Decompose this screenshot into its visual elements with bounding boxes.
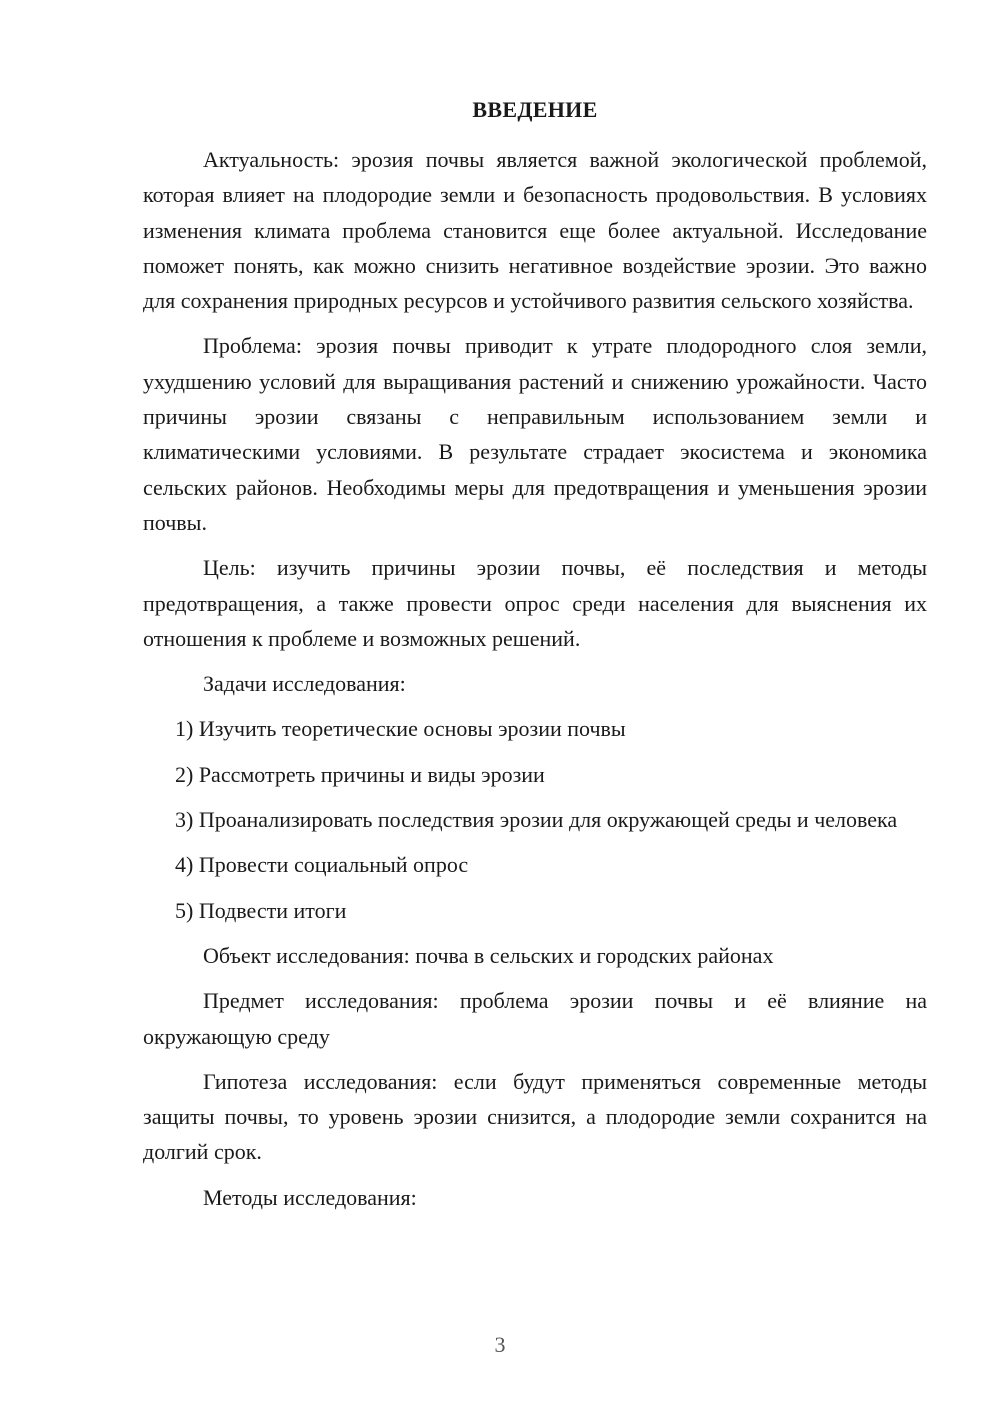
page-title: ВВЕДЕНИЕ (472, 97, 598, 122)
research-subject: Предмет исследования: проблема эрозии почвы и её влияние на окружающую среду (143, 988, 927, 1049)
task-item-3: 3) Проанализировать последствия эрозии для окружающей среды и человека (175, 807, 898, 833)
methods-heading: Методы исследования: (203, 1184, 417, 1210)
task-item-1: 1) Изучить теоретические основы эрозии почвы (175, 716, 626, 742)
document-body (143, 142, 927, 1215)
task-item-4: 4) Провести социальный опрос (175, 852, 469, 878)
research-hypothesis: Гипотеза исследования: если будут применяться современные методы защиты почвы, то уровень эрозии снизится, а плодородие земли сохранится на долгий срок. (143, 1068, 927, 1165)
task-item-2: 2) Рассмотреть причины и виды эрозии (175, 761, 545, 787)
paragraph-relevance: Актуальность: эрозия почвы является важной экологической проблемой, которая влияет на плодородие земли и безопасность продовольствия. В условиях изменения климата проблема становится еще более актуальной. Исследование поможет понять, как можно снизить негативное воздействие эрозии. Это важно для сохранения природных ресурсов и устойчивого развития сельского хозяйства. (143, 147, 927, 314)
tasks-heading: Задачи исследования: (203, 671, 406, 697)
research-object: Объект исследования: почва в сельских и городских районах (203, 942, 774, 968)
paragraph-goal: Цель: изучить причины эрозии почвы, её последствия и методы предотвращения, а также провести опрос среди населения для выяснения их отношения к проблеме и возможных решений. (143, 555, 927, 651)
page-number: 3 (494, 1332, 506, 1357)
task-item-5: 5) Подвести итоги (175, 897, 347, 923)
paragraph-problem: Проблема: эрозия почвы приводит к утрате плодородного слоя земли, ухудшению условий для выращивания растений и снижению урожайности. Часто причины эрозии связаны с неправильным использованием земли и климатическими условиями. В результате страдает экосистема и экономика сельских районов. Необходимы меры для предотвращения и уменьшения эрозии почвы. (143, 333, 927, 535)
